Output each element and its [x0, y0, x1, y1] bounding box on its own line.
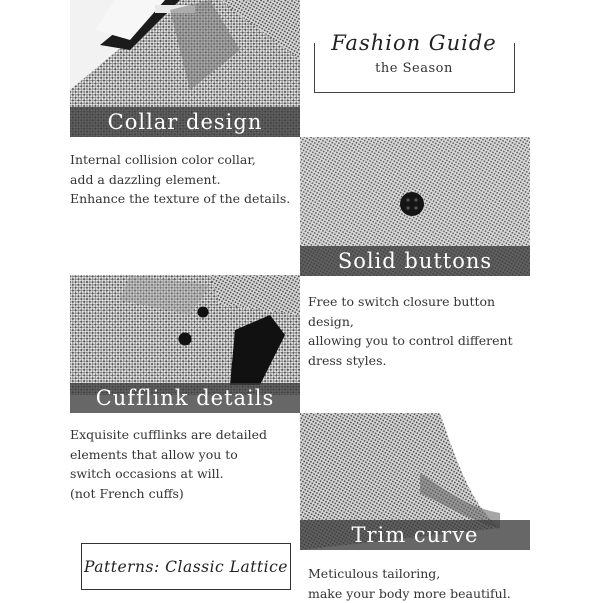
- trim-photo: [300, 413, 530, 550]
- buttons-description: [308, 292, 513, 370]
- cufflink-description: [70, 425, 267, 503]
- collar-heading: Collar design: [70, 107, 300, 137]
- cufflink-heading: Cufflink details: [70, 383, 300, 413]
- text-line: dress styles.: [308, 351, 513, 371]
- text-line: switch occasions at will.: [70, 464, 267, 484]
- trim-heading: Trim curve: [300, 520, 530, 550]
- text-line: allowing you to control different: [308, 331, 513, 351]
- guide-title: Fashion Guide: [314, 31, 514, 55]
- text-line: Meticulous tailoring,: [308, 564, 511, 584]
- button-photo: [300, 137, 530, 276]
- cufflink-photo: [70, 275, 300, 413]
- text-line: Internal collision color collar,: [70, 150, 290, 170]
- pattern-label: Patterns: Classic Lattice: [81, 543, 291, 590]
- guide-subtitle: the Season: [314, 61, 514, 76]
- text-line: Exquisite cufflinks are detailed: [70, 425, 267, 445]
- collar-photo: [70, 0, 300, 137]
- text-line: add a dazzling element.: [70, 170, 290, 190]
- text-line: elements that allow you to: [70, 445, 267, 465]
- text-line: design,: [308, 312, 513, 332]
- text-line: make your body more beautiful.: [308, 584, 511, 603]
- buttons-heading: Solid buttons: [300, 246, 530, 276]
- trim-description: [308, 564, 511, 603]
- text-line: Enhance the texture of the details.: [70, 189, 290, 209]
- button-icon: [400, 192, 424, 216]
- text-line: Free to switch closure button: [308, 292, 513, 312]
- text-line: (not French cuffs): [70, 484, 267, 504]
- collar-description: [70, 150, 290, 209]
